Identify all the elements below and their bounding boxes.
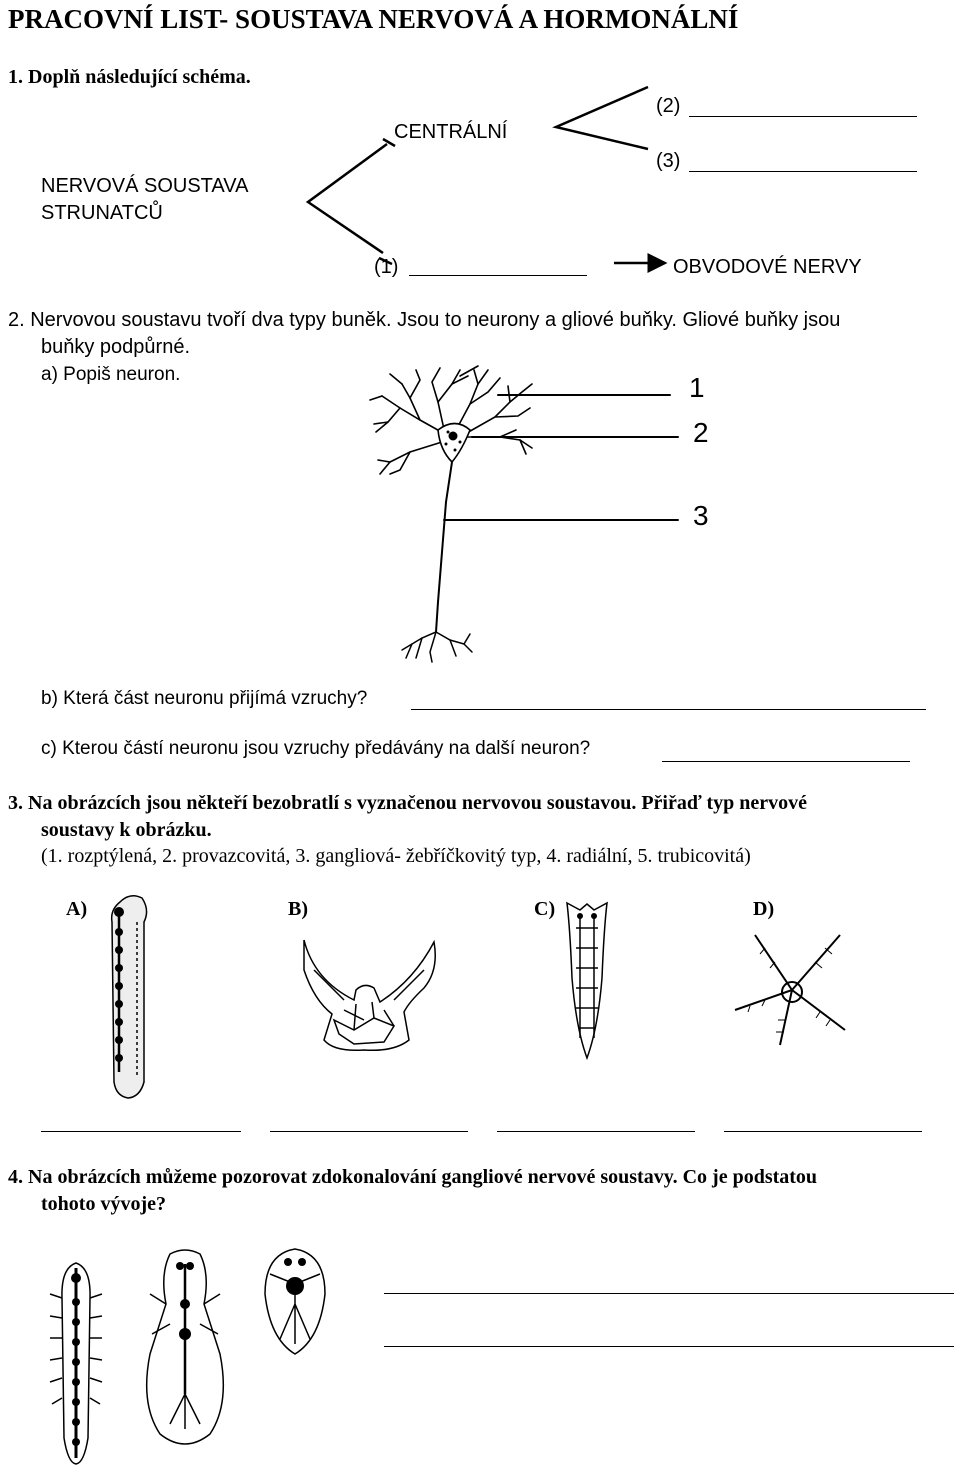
q3-answer-b[interactable] <box>270 1131 468 1132</box>
q2-label-line1: 2. Nervovou soustavu tvoří dva typy buněk. Jsou to neurony a gliové buňky. Gliové buňky jsou <box>8 309 841 331</box>
q3-label-a: A) <box>66 898 88 920</box>
q3-options: (1. rozptýlená, 2. provazcovitá, 3. gangliová- žebříčkovitý typ, 4. radiální, 5. trubicovitá) <box>41 845 751 867</box>
q2c-answer-line[interactable] <box>662 761 910 762</box>
peripheral-label: OBVODOVÉ NERVY <box>673 256 862 278</box>
arthropod-3-image <box>255 1244 335 1364</box>
q2a-label: a) Popiš neuron. <box>41 364 181 385</box>
central-label: CENTRÁLNÍ <box>394 121 508 143</box>
q4-answer-line-2[interactable] <box>384 1346 954 1347</box>
root-label-line1: NERVOVÁ SOUSTAVA <box>41 175 249 197</box>
neuron-label-3: 3 <box>693 500 709 531</box>
q3-label-line2: soustavy k obrázku. <box>41 819 212 841</box>
blank-2-label: (2) <box>656 95 681 117</box>
q2-label-line2: buňky podpůrné. <box>41 336 191 358</box>
q3-label-line1: 3. Na obrázcích jsou někteří bezobratlí s vyznačenou nervovou soustavou. Přiřaď typ nervové <box>8 792 808 814</box>
blank-3-label: (3) <box>656 150 681 172</box>
q2b-answer-line[interactable] <box>411 709 926 710</box>
hydra-image <box>294 930 444 1060</box>
q3-answer-c[interactable] <box>497 1131 695 1132</box>
arthropod-1-image <box>46 1258 106 1468</box>
root-label-line2: STRUNATCŮ <box>41 202 163 224</box>
neuron-label-1: 1 <box>689 372 705 403</box>
neuron-label-2: 2 <box>693 417 709 448</box>
q2c-label: c) Kterou částí neuronu jsou vzruchy předávány na další neuron? <box>41 738 591 759</box>
page-title: PRACOVNÍ LIST- SOUSTAVA NERVOVÁ A HORMONÁLNÍ <box>8 4 739 34</box>
q4-label-line1: 4. Na obrázcích můžeme pozorovat zdokonalování gangliové nervové soustavy. Co je podstatou <box>8 1166 818 1188</box>
worm-image <box>100 892 160 1102</box>
arthropod-2-image <box>140 1244 230 1454</box>
schema-arrows <box>0 0 960 300</box>
q2b-label: b) Která část neuronu přijímá vzruchy? <box>41 688 368 709</box>
q1-label: 1. Doplň následující schéma. <box>8 66 251 88</box>
planarian-image <box>562 898 612 1068</box>
starfish-image <box>730 930 850 1050</box>
q4-answer-line-1[interactable] <box>384 1293 954 1294</box>
neuron-diagram <box>360 362 720 662</box>
q3-label-b: B) <box>288 898 308 920</box>
q3-label-c: C) <box>534 898 556 920</box>
blank-1-label: (1) <box>374 256 399 278</box>
q3-answer-d[interactable] <box>724 1131 922 1132</box>
q3-answer-a[interactable] <box>41 1131 241 1132</box>
q3-label-d: D) <box>753 898 775 920</box>
q4-label-line2: tohoto vývoje? <box>41 1193 166 1215</box>
